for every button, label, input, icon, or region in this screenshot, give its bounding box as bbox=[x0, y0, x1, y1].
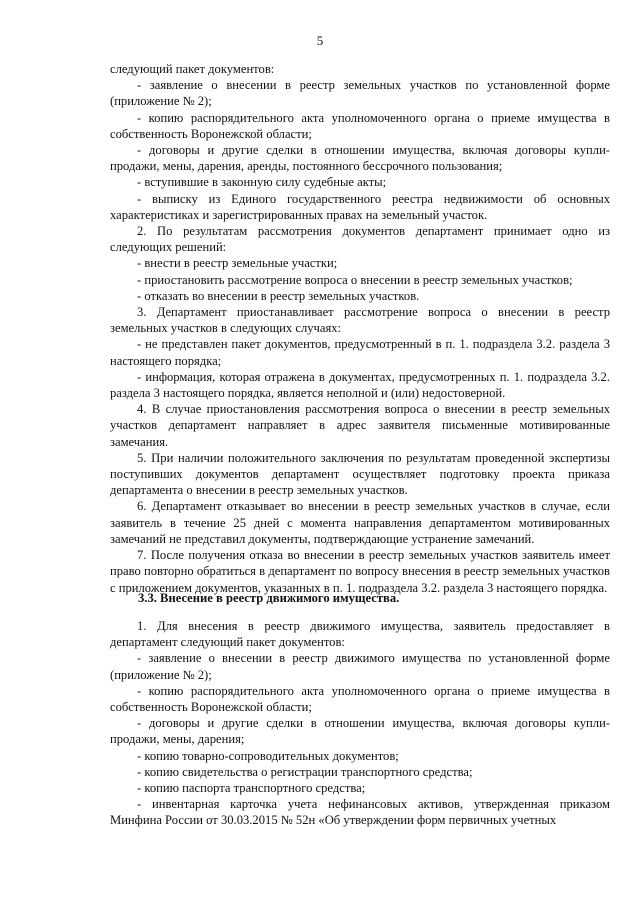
paragraph-4: 4. В случае приостановления рассмотрения вопроса о внесении в реестр земельных участков департамент направляет в адрес заявителя письменные мотивированные замечания. bbox=[110, 402, 610, 449]
list-item-decision-refuse: - отказать во внесении в реестр земельных участков. bbox=[137, 288, 420, 303]
list-item-doc-contracts: - договоры и другие сделки в отношении имущества, включая договоры купли-продажи, мены, дарения, аренды, постоянного бессрочного пользования; bbox=[110, 143, 610, 174]
list-item-doc-order-copy: - копию распорядительного акта уполномоченного органа о приеме имущества в собственность Воронежской области; bbox=[110, 110, 610, 141]
list-item-decision-suspend: - приостановить рассмотрение вопроса о внесении в реестр земельных участков; bbox=[137, 272, 573, 287]
section-land-plots bbox=[110, 61, 610, 596]
paragraph-2: 2. По результатам рассмотрения документов департамент принимает одно из следующих решений: bbox=[110, 224, 610, 255]
paragraph-7: 7. После получения отказа во внесении в реестр земельных участков заявитель имеет право повторно обратиться в департамент по вопросу внесения в реестр земельных участков с приложением документов, указанных в п. 1. подраздела 3.2. раздела 3 настоящего порядка. bbox=[110, 548, 610, 595]
page-number: 5 bbox=[316, 33, 324, 48]
paragraph-5: 5. При наличии положительного заключения по результатам проведенной экспертизы поступивших документов департамент осуществляет подготовку проекта приказа департамента о внесении в реестр земельных участков. bbox=[110, 450, 610, 498]
paragraph-1: 1. Для внесения в реестр движимого имущества, заявитель предоставляет в департамент следующий пакет документов: bbox=[110, 619, 610, 650]
list-item-doc-inventory-card: - инвентарная карточка учета нефинансовых активов, утвержденная приказом Минфина России от 30.03.2015 № 52н «Об утверждении форм первичных учетных bbox=[110, 797, 610, 828]
list-item-doc-egrn-extract: - выписку из Единого государственного реестра недвижимости об основных характеристиках и зарегистрированных правах на земельный участок. bbox=[110, 191, 610, 222]
list-item-doc-application: - заявление о внесении в реестр движимого имущества по установленной форме (приложение № 2); bbox=[110, 651, 610, 682]
list-item-doc-vehicle-passport: - копию паспорта транспортного средства; bbox=[137, 781, 366, 796]
section-movable-property bbox=[110, 618, 610, 829]
section-heading: 3.3. Внесение в реестр движимого имущества. bbox=[138, 591, 400, 605]
list-item-decision-include: - внести в реестр земельные участки; bbox=[137, 256, 338, 271]
list-item-doc-shipping-docs: - копию товарно-сопроводительных документов; bbox=[137, 748, 399, 763]
list-item-doc-court-acts: - вступившие в законную силу судебные акты; bbox=[137, 175, 387, 190]
paragraph-6: 6. Департамент отказывает во внесении в реестр земельных участков в случае, если заявитель в течение 25 дней с момента направления департаментом мотивированных замечаний не представил документы, подтверждающие устранение замечаний. bbox=[110, 499, 610, 546]
list-item-doc-order-copy: - копию распорядительного акта уполномоченного органа о приеме имущества в собственность Воронежской области; bbox=[110, 683, 610, 715]
paragraph-3: 3. Департамент приостанавливает рассмотрение вопроса о внесении в реестр земельных участков в следующих случаях: bbox=[110, 305, 610, 336]
list-item-doc-application: - заявление о внесении в реестр земельных участков по установленной форме (приложение № 2); bbox=[110, 78, 610, 109]
paragraph-lead: следующий пакет документов: bbox=[110, 62, 275, 76]
list-item-doc-contracts: - договоры и другие сделки в отношении имущества, включая договоры купли-продажи, мены, дарения; bbox=[110, 716, 610, 747]
list-item-doc-vehicle-registration: - копию свидетельства о регистрации транспортного средства; bbox=[137, 764, 473, 779]
list-item-case-missing-docs: - не представлен пакет документов, предусмотренный в п. 1. подраздела 3.2. раздела 3 настоящего порядка; bbox=[110, 337, 610, 368]
list-item-case-incomplete-info: - информация, которая отражена в документах, предусмотренных п. 1. подраздела 3.2. раздела 3 настоящего порядка, является неполной и (или) недостоверной. bbox=[110, 369, 610, 401]
